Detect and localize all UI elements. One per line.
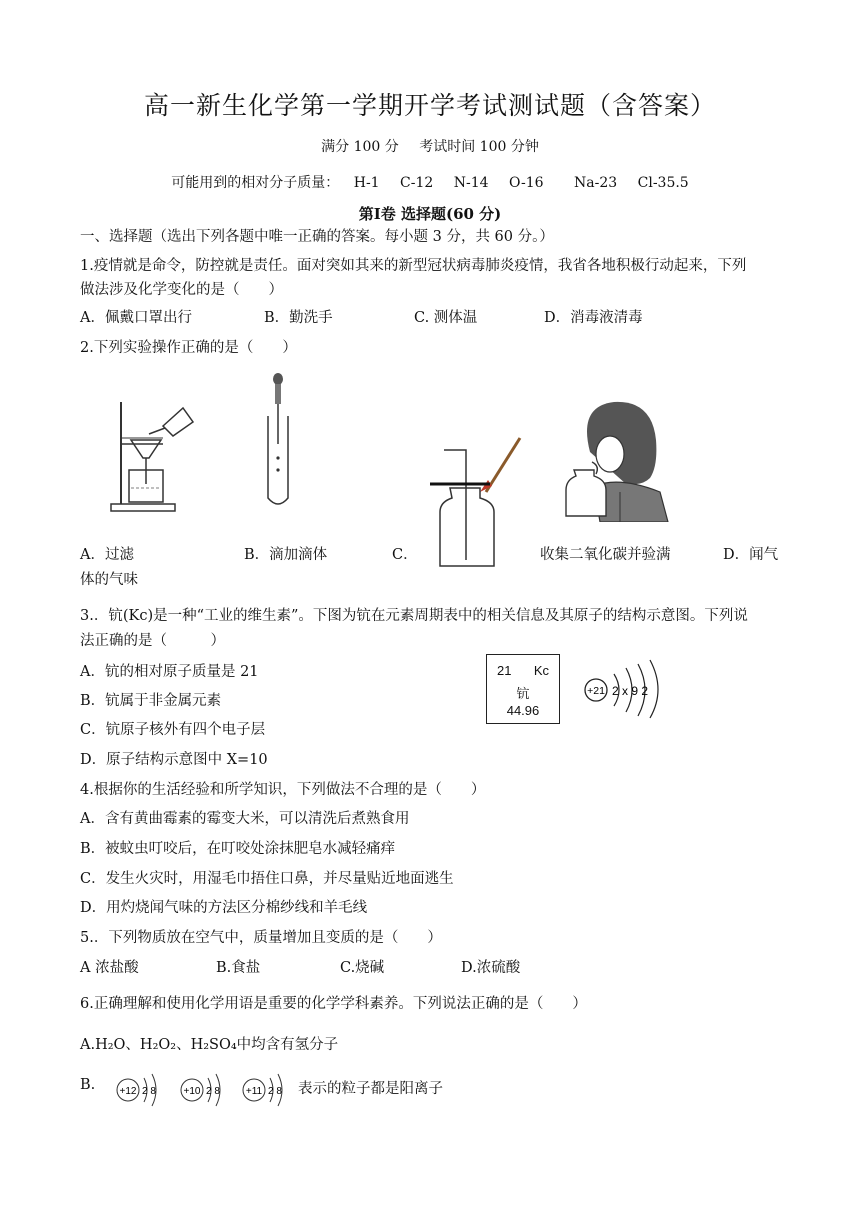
exam-time: 考试时间 100 分钟: [419, 139, 539, 155]
q1-stem-line2: 做法涉及化学变化的是（ ）: [80, 282, 283, 298]
q2-option-d: D．闻气: [723, 547, 779, 563]
q4-option-d: D．用灼烧闻气味的方法区分棉纱线和羊毛线: [80, 900, 368, 916]
ion-nucleus: +11: [245, 1086, 263, 1097]
mass-item: O-16: [509, 175, 544, 191]
atomic-masses: [0, 172, 860, 192]
q2-option-a: A．过滤: [80, 547, 134, 563]
element-name: 钪: [516, 686, 530, 701]
q5-option-d: D.浓硫酸: [461, 960, 521, 976]
q1-option-c: C. 测体温: [414, 310, 478, 326]
q5-option-c: C.烧碱: [340, 960, 385, 976]
smelling-gas-figure: [560, 396, 672, 522]
q3-stem-line2: 法正确的是（ ）: [80, 633, 225, 649]
q2-option-c: C．: [392, 547, 418, 563]
q6-stem: 6.正确理解和使用化学用语是重要的化学学科素养。下列说法正确的是（ ）: [80, 996, 587, 1012]
q3-option-c: C．钪原子核外有四个电子层: [80, 722, 266, 738]
q1-option-b: B．勤洗手: [264, 310, 333, 326]
mass-item: C-12: [400, 175, 434, 191]
ion-nucleus: +12: [119, 1086, 137, 1097]
section-intro: 一、选择题（选出下列各题中唯一正确的答案。每小题 3 分，共 60 分。）: [80, 229, 554, 245]
q4-option-b: B．被蚊虫叮咬后，在叮咬处涂抹肥皂水减轻痛痒: [80, 841, 396, 857]
page-title: 高一新生化学第一学期开学考试测试题（含答案）: [143, 91, 716, 120]
atom-shells: 2 x 9 2: [612, 684, 649, 698]
exam-meta: [0, 136, 860, 156]
ion-shells: 2 8: [206, 1086, 220, 1097]
ion-diagram: [181, 1074, 220, 1106]
section-title: 第Ⅰ卷 选择题(60 分): [358, 205, 502, 223]
q4-option-c: C．发生火灾时，用湿毛巾捂住口鼻，并尽量贴近地面逃生: [80, 871, 454, 887]
q4-stem: 4.根据你的生活经验和所学知识，下列做法不合理的是（ ）: [80, 782, 486, 798]
atomic-number: 21: [497, 663, 512, 678]
q6-option-b-label: B.: [80, 1077, 96, 1093]
q5-stem: 5.．下列物质放在空气中，质量增加且变质的是（ ）: [80, 930, 442, 946]
q3-option-d: D．原子结构示意图中 X=10: [80, 752, 268, 768]
periodic-table-cell: [486, 654, 560, 724]
q4-option-a: A．含有黄曲霉素的霉变大米，可以清洗后煮熟食用: [80, 811, 410, 827]
ion-shells: 2 8: [268, 1086, 282, 1097]
element-symbol: Kc: [533, 663, 549, 678]
q3-option-b: B．钪属于非金属元素: [80, 693, 222, 709]
q2-option-d-cont: 体的气味: [80, 572, 138, 588]
full-score: 满分 100 分: [321, 139, 399, 155]
q5-option-a: A 浓盐酸: [80, 960, 139, 976]
ion-structure-diagrams: [114, 1068, 294, 1114]
masses-label: 可能用到的相对分子质量：: [171, 175, 340, 191]
ion-nucleus: +10: [183, 1086, 201, 1097]
q2-option-b: B．滴加滴体: [244, 547, 328, 563]
q2-stem: 2.下列实验操作正确的是（ ）: [80, 340, 297, 356]
mass-item: N-14: [453, 175, 489, 191]
ion-shells: 2 8: [142, 1086, 156, 1097]
mass-item: Na-23: [574, 175, 618, 191]
q2-option-c-text: 收集二氧化碳并验满: [540, 547, 671, 563]
atomic-mass: 44.96: [506, 703, 540, 718]
q1-option-d: D．消毒液清毒: [544, 310, 643, 326]
q6-option-b-text: 表示的粒子都是阳离子: [298, 1081, 443, 1097]
ion-diagram: [243, 1074, 282, 1106]
filtration-figure: [105, 388, 205, 514]
q3-option-a: A．钪的相对原子质量是 21: [80, 664, 259, 680]
gas-collection-figure: [428, 432, 538, 568]
q1-option-a: A．佩戴口罩出行: [80, 310, 192, 326]
q1-stem-line1: 1.疫情就是命令，防控就是责任。面对突如其来的新型冠状病毒肺炎疫情，我省各地积极行动起来，下列: [80, 258, 747, 274]
q3-stem-line1: 3.．钪(Kc)是一种“工业的维生素”。下图为钪在元素周期表中的相关信息及其原子的结构示意图。下列说: [80, 608, 748, 624]
mass-item: Cl-35.5: [637, 175, 689, 191]
mass-item: H-1: [353, 175, 380, 191]
dropper-figure: [262, 372, 292, 510]
ion-diagram: [117, 1074, 156, 1106]
atom-nucleus: +21: [587, 685, 605, 697]
atom-structure-diagram: [582, 656, 692, 720]
q5-option-b: B.食盐: [216, 960, 261, 976]
q6-option-a: A.H₂O、H₂O₂、H₂SO₄中均含有氢分子: [80, 1037, 339, 1053]
